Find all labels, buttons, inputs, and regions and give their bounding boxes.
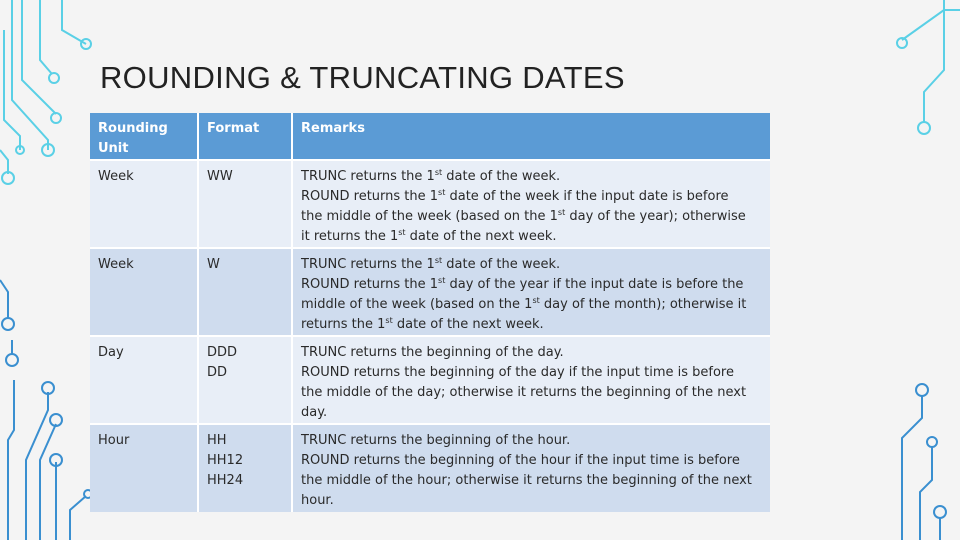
remark-line: middle of the week (based on the 1st day of the month); otherwise it xyxy=(301,296,747,312)
remark-line: ROUND returns the beginning of the hour if the input time is before xyxy=(301,453,740,468)
circuit-trace xyxy=(0,150,8,174)
circuit-trace xyxy=(62,0,86,44)
cell-unit: Week xyxy=(90,248,198,336)
cell-remarks xyxy=(292,336,770,424)
remark-line: TRUNC returns the beginning of the hour. xyxy=(301,433,571,448)
cell-format xyxy=(198,160,292,248)
circuit-node xyxy=(6,354,18,366)
cell-unit: Day xyxy=(90,336,198,424)
table-row xyxy=(90,160,770,248)
remark-line: day. xyxy=(301,405,328,420)
cell-unit: Week xyxy=(90,160,198,248)
table-row xyxy=(90,424,770,512)
remark-line: the middle of the week (based on the 1st day of the year); otherwise xyxy=(301,208,746,224)
cell-remarks xyxy=(292,160,770,248)
header-remarks: Remarks xyxy=(292,113,770,160)
circuit-node xyxy=(918,122,930,134)
circuit-trace xyxy=(40,0,52,74)
table-row xyxy=(90,248,770,336)
cell-format xyxy=(198,424,292,512)
remark-line: ROUND returns the 1st day of the year if the input date is before the xyxy=(301,276,744,292)
circuit-trace xyxy=(70,496,86,540)
circuit-trace xyxy=(8,380,14,540)
cell-format xyxy=(198,248,292,336)
circuit-node xyxy=(934,506,946,518)
format-code: W xyxy=(207,257,220,272)
cell-format xyxy=(198,336,292,424)
remark-line: ROUND returns the 1st date of the week if the input date is before xyxy=(301,188,729,204)
table-row xyxy=(90,336,770,424)
format-code: HH24 xyxy=(207,473,244,488)
cell-remarks xyxy=(292,248,770,336)
remark-line: the middle of the hour; otherwise it returns the beginning of the next xyxy=(301,473,752,488)
header-rounding-unit: Rounding Unit xyxy=(90,113,198,160)
circuit-trace xyxy=(40,424,56,540)
circuit-node xyxy=(51,113,61,123)
circuit-node xyxy=(927,437,937,447)
remark-line: it returns the 1st date of the next week. xyxy=(301,228,557,244)
rounding-table xyxy=(90,113,770,512)
format-code: WW xyxy=(207,169,233,184)
remark-line: TRUNC returns the 1st date of the week. xyxy=(301,168,561,184)
remark-line: returns the 1st date of the next week. xyxy=(301,316,544,332)
remark-line: ROUND returns the beginning of the day if the input time is before xyxy=(301,365,734,380)
circuit-trace xyxy=(902,10,960,40)
remark-line: TRUNC returns the 1st date of the week. xyxy=(301,256,561,272)
circuit-node xyxy=(916,384,928,396)
remark-line: the middle of the day; otherwise it returns the beginning of the next xyxy=(301,385,747,400)
circuit-trace xyxy=(12,0,48,150)
slide-title: ROUNDING & TRUNCATING DATES xyxy=(100,60,625,95)
cell-unit: Hour xyxy=(90,424,198,512)
remark-line: TRUNC returns the beginning of the day. xyxy=(301,345,564,360)
cell-remarks xyxy=(292,424,770,512)
remark-line: hour. xyxy=(301,493,334,508)
circuit-node xyxy=(49,73,59,83)
header-format: Format xyxy=(198,113,292,160)
table-header-row xyxy=(90,113,770,160)
circuit-trace xyxy=(0,280,8,318)
circuit-node xyxy=(2,318,14,330)
circuit-trace xyxy=(26,392,48,540)
circuit-trace xyxy=(920,446,932,540)
format-code: DDD xyxy=(207,345,238,360)
format-code: HH xyxy=(207,433,227,448)
format-code: DD xyxy=(207,365,228,380)
format-code: HH12 xyxy=(207,453,244,468)
